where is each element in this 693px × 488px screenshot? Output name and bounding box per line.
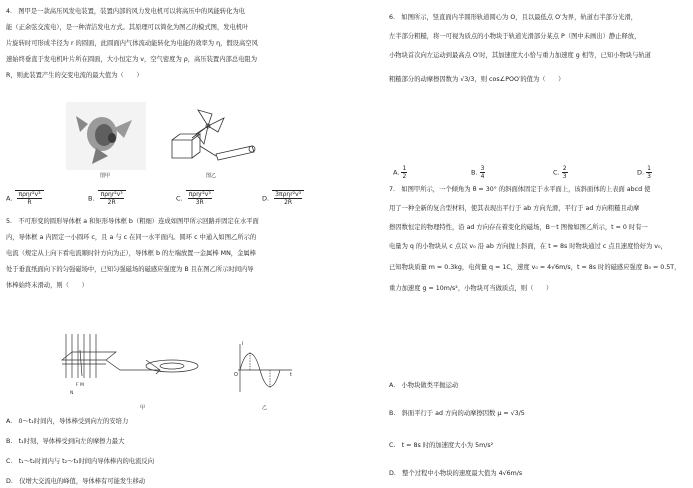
q4-line-3: 片旋转时可形成半径为 r 的圆面，此圆面内气体流动能转化为电能的效率为 η，假设高空风 [6, 40, 258, 47]
svg-text:N: N [70, 391, 74, 396]
q4-option-a-num: πρηr²v³ [18, 191, 41, 198]
q4-fig-label-yi: 图乙 [206, 173, 217, 179]
q4-option-a-sqrt [15, 190, 43, 206]
q6-option-c [553, 165, 568, 180]
q4-line-5: R，则此装置产生的交变电流的最大值为（ ） [6, 72, 143, 79]
q5-graph-i-label: i [242, 341, 244, 347]
q5-figure-jia [60, 330, 220, 400]
q4-option-d-num: 3πρηr²v³ [275, 191, 302, 198]
q5-line-1: 5. 不可形变的圆形导体框 a 和矩形导体框 b（粗细）连成如图甲所示回路并固定在水平面 [6, 218, 259, 225]
q7-line-4: 电量为 q 的小物块从 c 点以 v₀ 沿 ab 方向抛上斜面，在 t = 8s 时物块通过 c 点且速度恰好为 v₀， [389, 243, 667, 250]
q5-line-3: 电流（规定从上向下看电流顺时针方向为正），导体框 b 的左端放置一金属棒 MN，金属棒 [6, 250, 256, 257]
q7-line-1: 7. 如图甲所示，一个倾角为 θ = 30° 的斜面体固定于水平面上，该斜面体的上表面 abcd 使 [389, 186, 651, 193]
q6-option-c-den: 3 [562, 173, 567, 180]
turbine-photo [66, 102, 146, 170]
q6-option-d-den: 3 [647, 173, 651, 180]
q5-fig-label-yi: 乙 [262, 405, 268, 411]
q5-option-d: D. 仅增大交流电的峰值，导体棒有可能发生移动 [6, 478, 146, 485]
q7-option-b: B. 斜面平行于 ad 方向的动摩擦因数 μ = √3/5 [389, 410, 525, 417]
q4-option-d-den: 2R [284, 199, 293, 206]
q5-graph-t-label: t [290, 372, 292, 378]
q6-option-d-num: 1 [647, 165, 651, 172]
q6-option-c-num: 2 [562, 165, 567, 172]
q7-option-a: A. 小物块做类平抛运动 [389, 382, 459, 389]
q4-line-1: 4. 图甲是一款高压风发电装置，装置内部的风力发电机可以将高压中的风能转化为电 [6, 8, 245, 15]
q4-option-c-letter: C. [176, 194, 183, 203]
q6-option-d-letter: D. [637, 168, 645, 177]
q4-option-b [88, 190, 126, 206]
q6-option-b-den: 4 [480, 173, 485, 180]
svg-text:F M: F M [76, 383, 84, 388]
q6-option-b-num: 3 [480, 165, 485, 172]
q5-line-2: 内，导体框 a 内固定一小圆环 c，且 a 与 c 在同一水平面内。圆环 c 中通入如图乙所示的 [6, 234, 257, 241]
q6-line-1: 6. 如图所示，竖直面内半圆形轨道圆心为 O，且以最低点 O′为界，轨道右半部分光滑， [389, 14, 638, 21]
q6-option-b-letter: B. [471, 168, 478, 177]
q4-option-a-den: R [27, 199, 32, 206]
q5-option-b: B. t₁时刻，导体棒受到向左的摩擦力最大 [6, 438, 125, 445]
q5-circuit-diagram [60, 330, 220, 400]
q4-option-a [6, 190, 44, 206]
q6-line-2: 左半部分粗糙，将一可视为质点的小物块于轨道光滑部分某点 P（图中未画出）静止释放， [389, 33, 641, 40]
turbine-schematic [168, 100, 260, 172]
q4-option-b-sqrt [98, 190, 126, 206]
q7-line-2: 用了一种全新的复合型材料，使其表现出平行于 ab 方向光滑，平行于 ad 方向粗糙且动摩 [389, 205, 640, 212]
q7-line-6: 重力加速度 g = 10m/s²，小物块可当做质点，则（ ） [389, 285, 553, 292]
q7-option-d: D. 整个过程中小物块的速度最大值为 4√6m/s [389, 470, 523, 477]
q4-option-d-letter: D. [262, 194, 270, 203]
q4-option-c-num: πρηr²v³ [188, 191, 211, 198]
q7-line-5: 已知物块质量 m = 0.3kg，电荷量 q = 1C，速度 v₀ = 4√6m/s，t = 8s 时的磁感应强度 B₀ = 0.5T， [389, 264, 681, 271]
q4-option-c-sqrt [186, 190, 214, 206]
q6-option-a-num: 1 [402, 165, 407, 172]
q4-option-d-sqrt [272, 190, 304, 206]
q5-option-a: A. 0～t₁时间内，导体棒受到向左的安培力 [6, 418, 129, 425]
q6-option-c-letter: C. [553, 168, 560, 177]
q4-option-b-den: 2R [107, 199, 116, 206]
right-column [383, 0, 693, 488]
q7-option-c: C. t = 8s 时的加速度大小为 5m/s² [389, 442, 494, 449]
q6-option-a-letter: A. [393, 168, 400, 177]
q4-option-a-letter: A. [6, 194, 13, 203]
q5-current-graph [234, 340, 296, 398]
q4-option-b-num: πρηr²v³ [100, 191, 123, 198]
q5-line-5: 体棒始终未滑动，则（ ） [6, 282, 88, 289]
q7-line-3: 擦因数恒定的物理特性，沿 ad 方向存在着变化的磁场，B－t 图像如图乙所示，t = 0 时有一 [389, 224, 648, 231]
q6-line-3: 小物块首次向左运动到最高点 O′时，其加速度大小恰与重力加速度 g 相等，已知小物块与轨道 [389, 52, 651, 59]
q4-line-4: 速始终垂直于发电机叶片所在圆面，大小恒定为 v，空气密度为 ρ，高压装置内部总电阻为 [6, 56, 258, 63]
q6-option-a [393, 165, 407, 180]
q4-line-2: 能（正余弦交流电），是一种清洁发电方式。其原理可以简化为图乙的模式图，发电机叶 [6, 24, 249, 31]
q6-option-a-den: 2 [402, 173, 407, 180]
q4-option-b-letter: B. [88, 194, 95, 203]
q4-option-c-den: 3R [195, 199, 204, 206]
q4-option-c [176, 190, 214, 206]
q4-figure-yi [168, 100, 260, 179]
q6-line-4: 粗糙部分的动摩擦因数为 √3/3，则 cos∠POO′的值为（ ） [389, 76, 565, 83]
q4-figure-jia [66, 102, 146, 179]
q6-option-d [637, 165, 652, 180]
q5-option-c: C. t₁～t₂时间内与 t₂～t₃时间内导体棒内的电流反向 [6, 458, 155, 465]
q5-figure-yi [234, 340, 296, 398]
q5-graph-o-label: O [234, 372, 238, 378]
q6-option-b [471, 165, 485, 180]
q4-option-d [262, 190, 304, 206]
q4-fig-label-jia: 图甲 [100, 173, 111, 179]
q5-line-4: 处于垂直纸面向下的匀强磁场中，已知匀强磁场的磁感应强度为 B 且在图乙所示时间内导 [6, 266, 254, 273]
q5-fig-label-jia: 甲 [140, 405, 146, 411]
